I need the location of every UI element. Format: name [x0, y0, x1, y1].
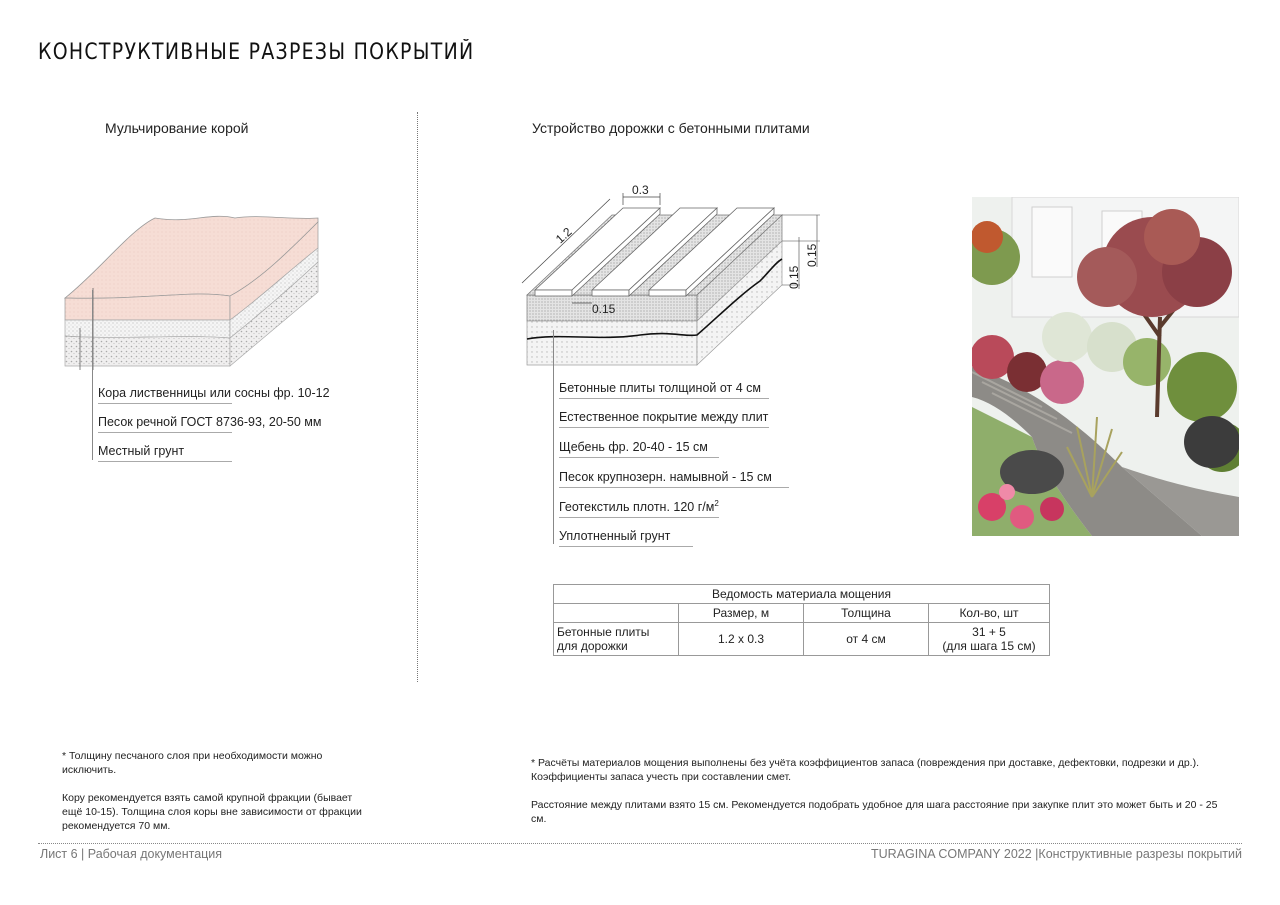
path-cross-section-diagram: [520, 175, 830, 375]
path-layer-label: Бетонные плиты толщиной от 4 см: [559, 381, 769, 399]
path-section-title: Устройство дорожки с бетонными плитами: [532, 120, 810, 136]
left-note: * Толщину песчаного слоя при необходимости можно исключить. Кору рекомендуется взять самой крупной фракции (бывает ещё 10-15). Толщина слоя коры вне зависимости от фракции рекомендуется 70 мм.: [62, 750, 362, 832]
mulch-cross-section-diagram: [60, 210, 330, 370]
mulch-layer-label: Песок речной ГОСТ 8736-93, 20-50 мм: [98, 415, 232, 433]
footer-right: TURAGINA COMPANY 2022 |Конструктивные разрезы покрытий: [871, 847, 1242, 861]
mulch-layer-label: Местный грунт: [98, 444, 232, 462]
section-divider: [417, 112, 418, 682]
right-note: * Расчёты материалов мощения выполнены без учёта коэффициентов запаса (повреждения при доставке, дефектовки, подрезки и др.). Коэффициенты запаса учесть при составлении смет. Расстояние между плитами взято 15 см. Рекомендуется подобрать удобное для шага расстояние при закупке плит это может быть и 20 - 25 см.: [531, 757, 1218, 825]
slab-gap-dimension: 0.15: [592, 302, 616, 316]
footer-left: Лист 6 | Рабочая документация: [40, 847, 223, 861]
table-header: Толщина: [804, 604, 929, 623]
path-layer-label: Уплотненный грунт: [559, 529, 693, 547]
paving-material-table: [553, 584, 1050, 656]
mulch-section-title: Мульчирование корой: [105, 120, 249, 136]
path-layer-label: Геотекстиль плотн. 120 $г/м^2$: [559, 499, 719, 518]
slab-width-dimension: 0.3: [632, 183, 649, 197]
mulch-soil-layer: [65, 336, 230, 366]
depth-dimension: 0.15: [805, 243, 819, 267]
table-cell-qty: 31 + 5 (для шага 15 см): [929, 623, 1050, 656]
path-layer-label: Щебень фр. 20-40 - 15 см: [559, 440, 719, 458]
slab-length-dimension: 1.2: [552, 224, 575, 247]
mulch-bark-layer: [65, 294, 230, 320]
table-header: [554, 604, 679, 623]
table-cell-size: 1.2 x 0.3: [679, 623, 804, 656]
garden-illustration: [972, 197, 1239, 536]
table-row: [554, 623, 1050, 656]
footer-divider: [38, 843, 1242, 844]
mulch-layer-label: Кора лиственницы или сосны фр. 10-12: [98, 386, 232, 404]
mulch-sand-layer: [65, 320, 230, 338]
depth-dimension: 0.15: [787, 265, 801, 289]
table-cell-thickness: от 4 см: [804, 623, 929, 656]
path-layer-label: Естественное покрытие между плит: [559, 410, 769, 428]
table-cell-name: Бетонные плиты для дорожки: [554, 623, 679, 656]
table-header: Размер, м: [679, 604, 804, 623]
page-title: КОНСТРУКТИВНЫЕ РАЗРЕЗЫ ПОКРЫТИЙ: [38, 40, 475, 65]
table-header: Кол-во, шт: [929, 604, 1050, 623]
table-caption: Ведомость материала мощения: [554, 585, 1050, 604]
path-layer-label: Песок крупнозерн. намывной - 15 см: [559, 470, 789, 488]
